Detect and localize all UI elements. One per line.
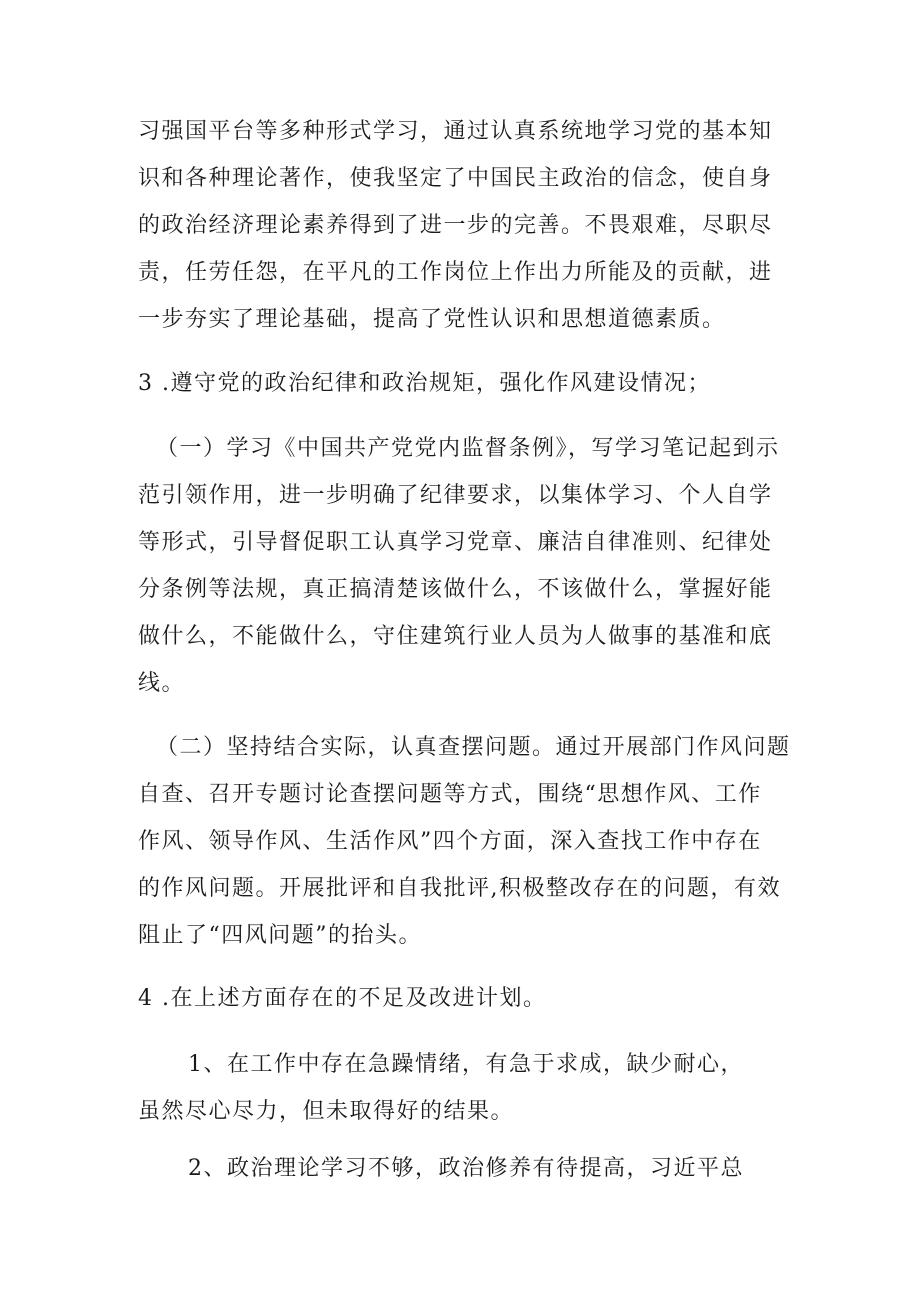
paragraph-line: 责，任劳任怨，在平凡的工作岗位上作出力所能及的贡献，进	[138, 260, 773, 285]
section-heading-3: 3 .遵守党的政治纪律和政治规矩，强化作风建设情况；	[138, 371, 711, 396]
paragraph-line: 识和各种理论著作，使我坚定了中国民主政治的信念，使自身	[138, 166, 773, 191]
paragraph-line: 阻止了“四风问题”的抬头。	[138, 923, 422, 948]
list-item-line: 2、政治理论学习不够，政治修养有待提高，习近平总	[188, 1156, 744, 1181]
paragraph-line: 线。	[138, 671, 186, 696]
list-item-line: 1、在工作中存在急躁情绪，有急于求成，缺少耐心，	[188, 1052, 744, 1077]
paragraph-line: （一）学习《中国共产党党内监督条例》，写学习笔记起到示	[156, 436, 780, 461]
paragraph-line: 范引领作用，进一步明确了纪律要求，以集体学习、个人自学	[138, 483, 773, 508]
paragraph-line: 一步夯实了理论基础，提高了党性认识和思想道德素质。	[138, 307, 726, 332]
paragraph-line: 作风、领导作风、生活作风”四个方面，深入查找工作中存在	[138, 829, 762, 854]
paragraph-line: 自查、召开专题讨论查摆问题等方式，围绕“思想作风、工作	[138, 782, 762, 807]
paragraph-line: （二）坚持结合实际，认真查摆问题。通过开展部门作风问题	[156, 735, 791, 760]
paragraph-line: 等形式，引导督促职工认真学习党章、廉洁自律准则、纪律处	[138, 530, 773, 555]
list-item-line: 虽然尽心尽力，但未取得好的结果。	[138, 1099, 515, 1124]
paragraph-line: 的政治经济理论素养得到了进一步的完善。不畏艰难，尽职尽	[138, 213, 773, 238]
paragraph-line: 习强国平台等多种形式学习，通过认真系统地学习党的基本知	[138, 119, 773, 144]
paragraph-line: 的作风问题。开展批评和自我批评,积极整改存在的问题，有效	[138, 876, 781, 901]
paragraph-line: 分条例等法规，真正搞清楚该做什么，不该做什么，掌握好能	[138, 577, 773, 602]
paragraph-line: 做什么，不能做什么，守住建筑行业人员为人做事的基准和底	[138, 624, 773, 649]
section-heading-4: 4 .在上述方面存在的不足及改进计划。	[138, 986, 547, 1011]
